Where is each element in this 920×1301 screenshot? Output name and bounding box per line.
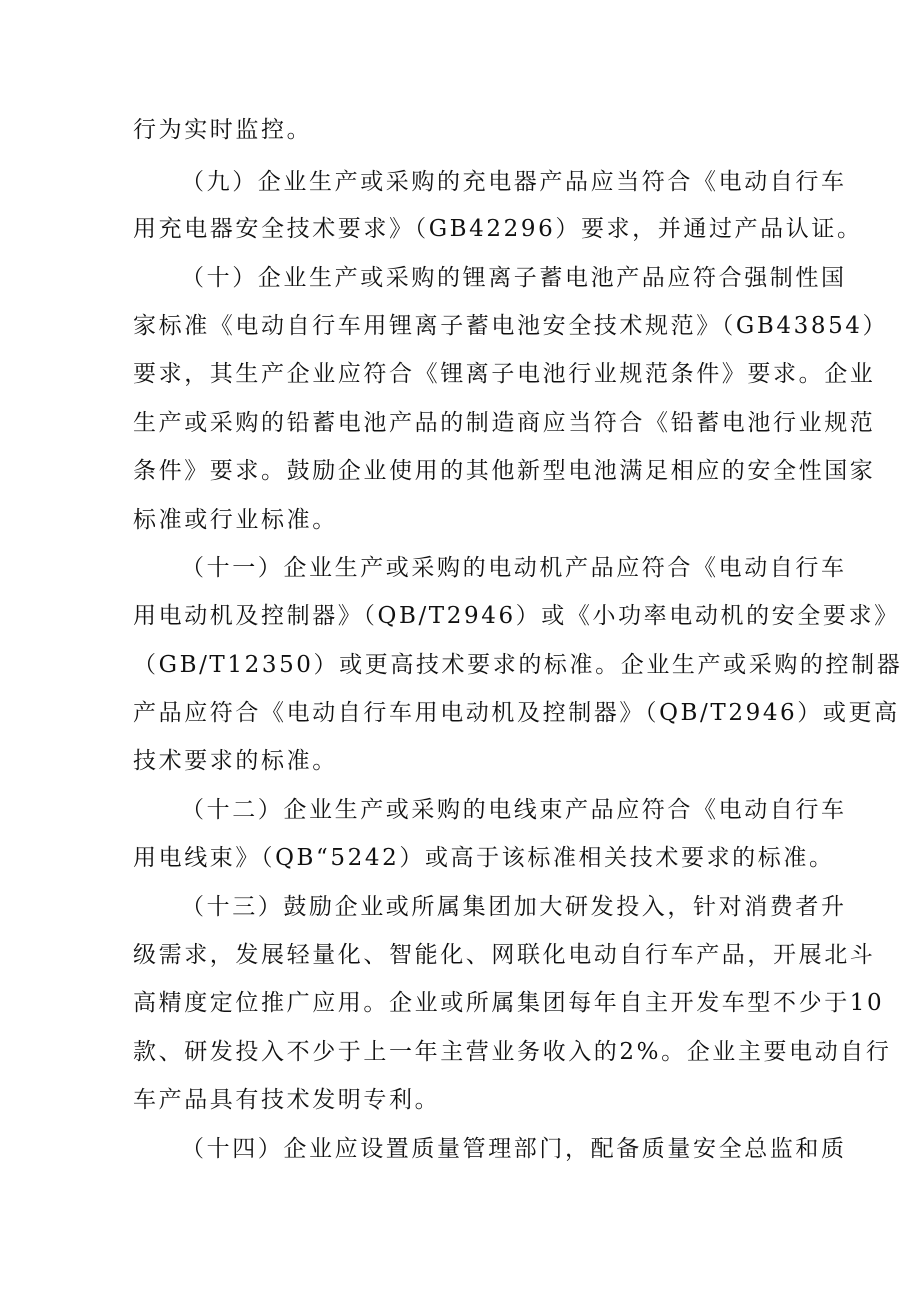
text-line: 产品应符合《电动自行车用电动机及控制器》（QB/T2946）或更高 [133,700,900,726]
text-line: 车产品具有技术发明专利。 [133,1087,441,1113]
text-line: 用电线束》（QB“5242）或高于该标准相关技术要求的标准。 [133,845,835,871]
text-line: 行为实时监控。 [133,117,313,143]
text-line: 款、研发投入不少于上一年主营业务收入的2%。企业主要电动自行 [133,1039,892,1065]
paragraph-10-line: （十）企业生产或采购的锂离子蓄电池产品应符合强制性国 [181,265,847,291]
text-line: 家标准《电动自行车用锂离子蓄电池安全技术规范》（GB43854） [133,313,889,339]
text-line: 条件》要求。鼓励企业使用的其他新型电池满足相应的安全性国家 [133,458,876,484]
paragraph-12-line: （十二）企业生产或采购的电线束产品应符合《电动自行车 [181,797,847,823]
text-line: 要求，其生产企业应符合《锂离子电池行业规范条件》要求。企业 [133,361,876,387]
text-line: 标准或行业标准。 [133,507,338,533]
paragraph-14-line: （十四）企业应设置质量管理部门，配备质量安全总监和质 [181,1136,847,1162]
text-line: 技术要求的标准。 [133,748,338,774]
paragraph-9-line: （九）企业生产或采购的充电器产品应当符合《电动自行车 [181,169,847,195]
text-line: 高精度定位推广应用。企业或所属集团每年自主开发车型不少于10 [133,990,885,1016]
text-line: 用充电器安全技术要求》（GB42296）要求，并通过产品认证。 [133,216,863,242]
paragraph-13-line: （十三）鼓励企业或所属集团加大研发投入，针对消费者升 [181,894,847,920]
text-line: 生产或采购的铅蓄电池产品的制造商应当符合《铅蓄电池行业规范 [133,410,876,436]
text-line: 用电动机及控制器》（QB/T2946）或《小功率电动机的安全要求》 [133,603,900,629]
text-line: （GB/T12350）或更高技术要求的标准。企业生产或采购的控制器 [133,652,903,678]
text-line: 级需求，发展轻量化、智能化、网联化电动自行车产品，开展北斗 [133,942,876,968]
paragraph-11-line: （十一）企业生产或采购的电动机产品应符合《电动自行车 [181,555,847,581]
